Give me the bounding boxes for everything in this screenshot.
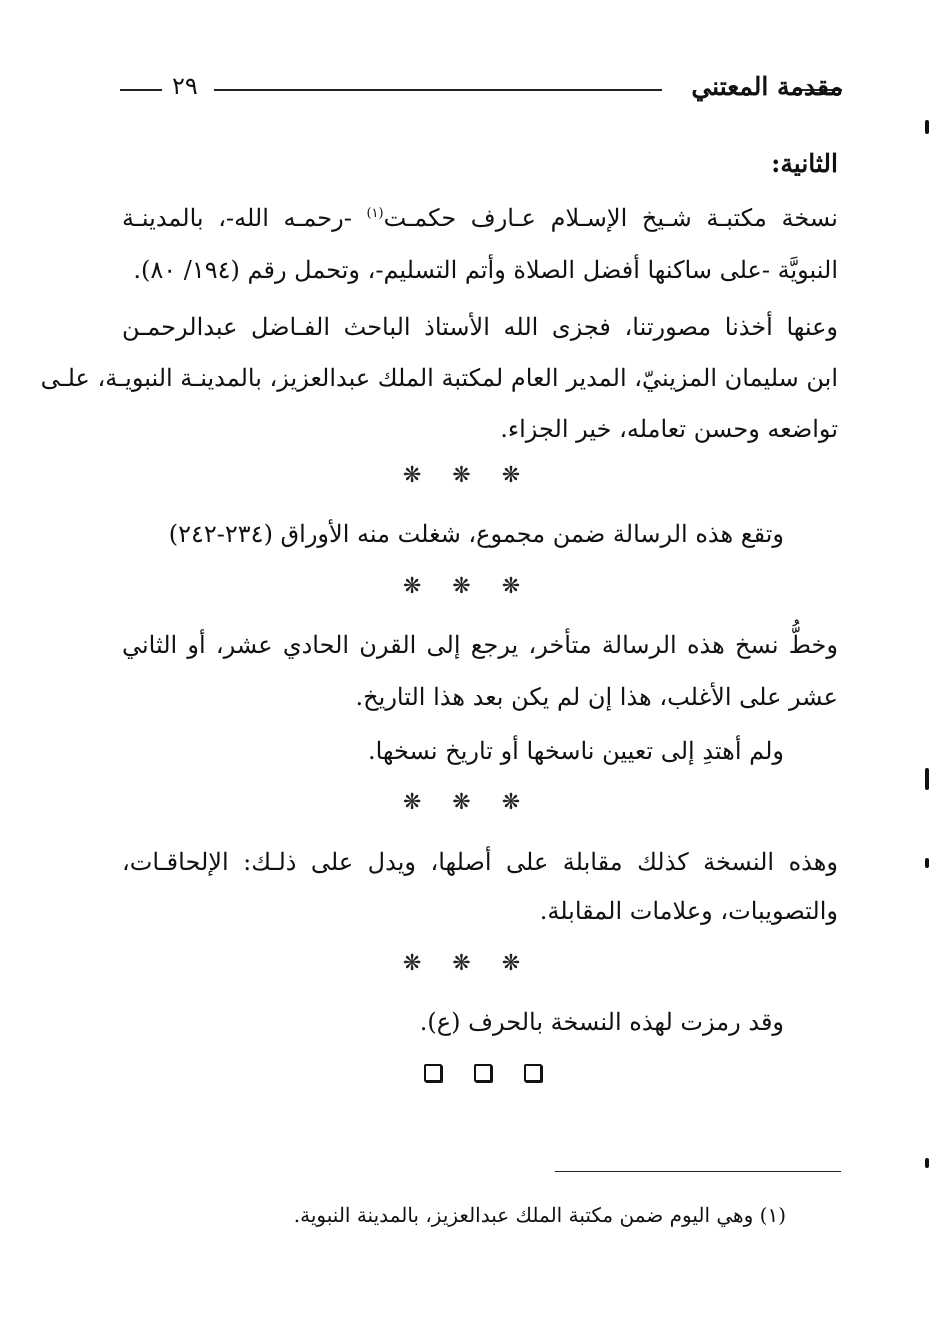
header-rule-middle: [214, 89, 662, 91]
end-box-icon: [424, 1064, 442, 1082]
section-separator: ❋ ❋ ❋: [402, 574, 533, 599]
scan-edge-mark: [925, 768, 929, 790]
para2-line1: وعنها أخذنا مصورتنا، فجزى الله الأستاذ الباحث الفـاضل عبدالرحمـن: [122, 313, 838, 341]
running-header-title: مقدمة المعتني: [691, 72, 843, 101]
header-rule-left: [120, 89, 162, 91]
para2-line2: ابن سليمان المزينيّ، المدير العام لمكتبة الملك عبدالعزيز، بالمدينـة النبويـة، علـى: [40, 364, 838, 392]
para7-line1: وقد رمزت لهذه النسخة بالحرف (ع).: [419, 1008, 784, 1036]
para1-line1: [122, 201, 838, 235]
page-number: ٢٩: [172, 72, 198, 100]
para2-line3: تواضعه وحسن تعامله، خير الجزاء.: [500, 415, 838, 443]
footnote-ref: (١): [366, 206, 384, 221]
footnote-text: (١) وهي اليوم ضمن مكتبة الملك عبدالعزيز، بالمدينة النبوية.: [293, 1203, 786, 1227]
section-separator: ❋ ❋ ❋: [402, 951, 533, 976]
end-box-icon: [474, 1064, 492, 1082]
para6-line1: وهذه النسخة كذلك مقابلة على أصلها، ويدل على ذلـك: الإلحاقـات،: [122, 848, 838, 876]
scan-edge-mark: [925, 120, 929, 134]
para1-line2: النبويَّة -على ساكنها أفضل الصلاة وأتم التسليم-، وتحمل رقم (١٩٤/ ٨٠).: [133, 256, 838, 284]
section-separator: ❋ ❋ ❋: [402, 790, 533, 815]
section-heading: الثانية:: [771, 149, 838, 178]
para1-text-b: -رحمـه الله-، بالمدينـة: [122, 204, 367, 232]
end-box-icon: [524, 1064, 542, 1082]
para6-line2: والتصويبات، وعلامات المقابلة.: [539, 897, 838, 925]
para1-text-a: نسخة مكتبـة شـيخ الإسـلام عـارف حكمـت: [383, 204, 838, 232]
para3-line1: وتقع هذه الرسالة ضمن مجموع، شغلت منه الأوراق (٢٣٤-٢٤٢): [168, 520, 784, 548]
para4-line2: عشر على الأغلب، هذا إن لم يكن بعد هذا التاريخ.: [355, 683, 838, 711]
footnote-rule: [555, 1171, 841, 1172]
section-separator: ❋ ❋ ❋: [402, 463, 533, 488]
scan-edge-mark: [925, 858, 929, 868]
para4-line1: وخطُّ نسخ هذه الرسالة متأخر، يرجع إلى القرن الحادي عشر، أو الثاني: [122, 631, 838, 659]
scan-edge-mark: [925, 1158, 929, 1168]
para5-line1: ولم أهتدِ إلى تعيين ناسخها أو تاريخ نسخها.: [367, 737, 784, 765]
